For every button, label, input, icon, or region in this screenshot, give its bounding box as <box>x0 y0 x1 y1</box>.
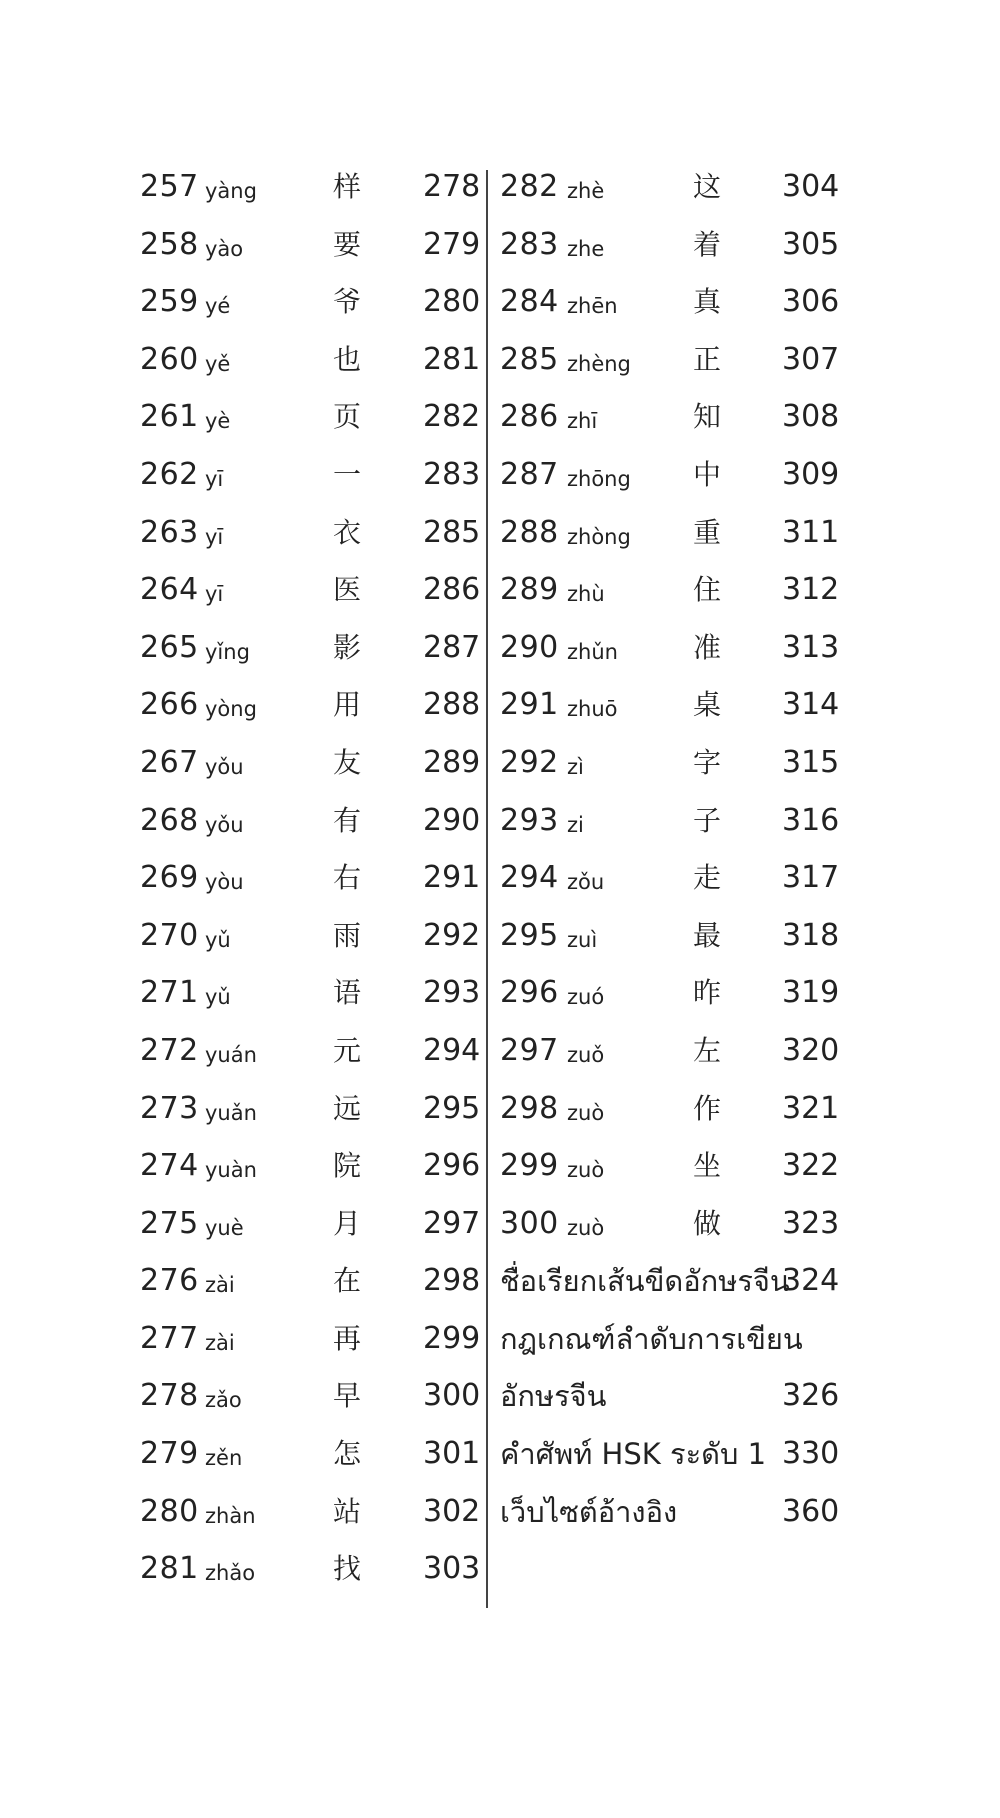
appendix-entry <box>500 1430 840 1488</box>
entry-hanzi: 这 <box>693 170 722 203</box>
entry-hanzi: 最 <box>693 918 722 952</box>
entry-page: 289 <box>423 744 481 780</box>
entry-hanzi: 雨 <box>333 918 362 952</box>
entry-number: 292 <box>500 744 559 780</box>
entry-pinyin: zuò <box>567 1215 605 1240</box>
entry-number: 295 <box>500 917 559 953</box>
entry-page: 295 <box>423 1090 481 1126</box>
entry-page: 318 <box>782 917 840 953</box>
entry-number: 273 <box>140 1090 199 1126</box>
index-entry <box>140 681 481 739</box>
entry-page: 314 <box>782 687 840 723</box>
entry-pinyin: yuán <box>205 1042 257 1067</box>
entry-page: 312 <box>782 572 840 608</box>
entry-page: 300 <box>423 1378 481 1414</box>
index-entry <box>500 278 840 336</box>
entry-number: 269 <box>140 860 199 896</box>
entry-hanzi: 月 <box>333 1206 362 1240</box>
entry-number: 276 <box>140 1263 199 1299</box>
entry-page: 319 <box>782 975 840 1011</box>
entry-page: 301 <box>423 1436 481 1472</box>
entry-pinyin: yào <box>205 236 244 261</box>
entry-page: 288 <box>423 687 481 723</box>
entry-page: 320 <box>782 1032 840 1068</box>
index-entry <box>140 336 481 394</box>
entry-page: 291 <box>423 860 481 896</box>
entry-page: 302 <box>423 1493 481 1529</box>
entry-page: 287 <box>423 629 481 665</box>
entry-number: 271 <box>140 975 199 1011</box>
entry-page: 308 <box>782 399 840 435</box>
entry-page: 313 <box>782 629 840 665</box>
entry-hanzi: 子 <box>693 803 722 837</box>
entry-pinyin: zuì <box>567 927 598 952</box>
entry-pinyin: yòng <box>205 697 257 722</box>
entry-number: 285 <box>500 341 559 377</box>
entry-pinyin: zǒu <box>567 870 605 895</box>
entry-pinyin: zài <box>205 1330 235 1355</box>
entry-pinyin: zuò <box>567 1100 605 1125</box>
entry-hanzi: 真 <box>693 285 722 319</box>
entry-pinyin: yǐng <box>205 639 250 664</box>
index-entry <box>140 1430 481 1488</box>
entry-page: 304 <box>782 169 840 204</box>
index-entry <box>500 451 840 509</box>
index-entry <box>500 1200 840 1258</box>
index-entry <box>140 221 481 279</box>
index-entry <box>500 854 840 912</box>
entry-hanzi: 坐 <box>693 1149 722 1183</box>
entry-number: 258 <box>140 226 199 262</box>
entry-hanzi: 院 <box>333 1149 362 1183</box>
entry-hanzi: 友 <box>333 745 362 779</box>
entry-hanzi: 重 <box>693 515 722 549</box>
entry-page: 298 <box>423 1263 481 1299</box>
right-column <box>500 163 840 1545</box>
entry-page: 321 <box>782 1090 840 1126</box>
appendix-entry <box>500 1372 840 1430</box>
index-entry <box>140 1545 481 1603</box>
index-entry <box>500 797 840 855</box>
index-entry <box>500 336 840 394</box>
entry-hanzi: 医 <box>333 573 362 607</box>
entry-number: 272 <box>140 1032 199 1068</box>
entry-number: 282 <box>500 169 559 204</box>
appendix-title: กฎเกณฑ์ลำดับการเขียน <box>500 1321 803 1356</box>
entry-number: 299 <box>500 1148 559 1184</box>
entry-number: 300 <box>500 1205 559 1241</box>
appendix-title: ชื่อเรียกเส้นขีดอักษรจีน <box>500 1264 790 1299</box>
index-entry <box>500 969 840 1027</box>
left-column <box>140 163 481 1603</box>
index-entry <box>500 681 840 739</box>
entry-number: 283 <box>500 226 559 262</box>
index-entry <box>140 566 481 624</box>
entry-hanzi: 住 <box>693 573 722 607</box>
entry-number: 290 <box>500 629 559 665</box>
entry-number: 267 <box>140 744 199 780</box>
entry-pinyin: zuǒ <box>567 1042 605 1067</box>
entry-pinyin: zhī <box>567 409 598 434</box>
entry-pinyin: zhēn <box>567 294 618 319</box>
entry-hanzi: 爷 <box>333 285 362 319</box>
entry-hanzi: 昨 <box>693 976 722 1010</box>
appendix-title: เว็บไซต์อ้างอิง <box>500 1494 678 1529</box>
index-entry <box>500 566 840 624</box>
entry-pinyin: zì <box>567 754 584 779</box>
index-entry <box>500 509 840 567</box>
entry-pinyin: zhèng <box>567 351 631 376</box>
entry-pinyin: yè <box>205 409 231 434</box>
entry-hanzi: 做 <box>693 1206 722 1240</box>
entry-number: 265 <box>140 629 199 665</box>
index-entry <box>140 1257 481 1315</box>
entry-hanzi: 找 <box>333 1552 362 1586</box>
appendix-page: 324 <box>782 1263 840 1299</box>
entry-number: 297 <box>500 1032 559 1068</box>
appendix-title: อักษรจีน <box>500 1379 607 1414</box>
entry-page: 292 <box>423 917 481 953</box>
entry-pinyin: zhàn <box>205 1503 256 1528</box>
entry-number: 275 <box>140 1205 199 1241</box>
entry-pinyin: yàng <box>205 179 257 203</box>
entry-page: 283 <box>423 456 481 492</box>
entry-page: 285 <box>423 514 481 550</box>
entry-hanzi: 一 <box>333 457 362 491</box>
index-entry <box>500 221 840 279</box>
entry-number: 287 <box>500 456 559 492</box>
entry-number: 262 <box>140 456 199 492</box>
appendix-entry <box>500 1315 840 1373</box>
index-entry <box>500 912 840 970</box>
entry-number: 257 <box>140 169 199 204</box>
entry-number: 294 <box>500 860 559 896</box>
entry-pinyin: zhǎo <box>205 1561 256 1586</box>
entry-page: 294 <box>423 1032 481 1068</box>
entry-pinyin: yī <box>205 466 224 491</box>
entry-page: 299 <box>423 1320 481 1356</box>
entry-pinyin: yī <box>205 524 224 549</box>
entry-hanzi: 在 <box>333 1264 362 1298</box>
entry-hanzi: 也 <box>333 342 362 376</box>
entry-page: 281 <box>423 341 481 377</box>
index-entry <box>500 1027 840 1085</box>
entry-page: 296 <box>423 1148 481 1184</box>
entry-number: 298 <box>500 1090 559 1126</box>
index-entry <box>140 854 481 912</box>
index-entry <box>140 278 481 336</box>
appendix-entry <box>500 1257 840 1315</box>
entry-hanzi: 早 <box>333 1379 362 1413</box>
entry-hanzi: 准 <box>693 630 722 664</box>
index-entry <box>140 624 481 682</box>
entry-pinyin: yǒu <box>205 754 244 779</box>
entry-pinyin: zài <box>205 1273 235 1298</box>
entry-hanzi: 作 <box>693 1091 722 1125</box>
entry-number: 280 <box>140 1493 199 1529</box>
entry-pinyin: zhè <box>567 179 605 203</box>
appendix-title: คำศัพท์ HSK ระดับ 1 <box>500 1437 767 1472</box>
entry-number: 263 <box>140 514 199 550</box>
entry-pinyin: yǔ <box>205 927 231 952</box>
entry-page: 309 <box>782 456 840 492</box>
entry-page: 279 <box>423 226 481 262</box>
entry-page: 282 <box>423 399 481 435</box>
entry-number: 266 <box>140 687 199 723</box>
entry-hanzi: 走 <box>693 861 722 895</box>
entry-pinyin: yī <box>205 582 224 607</box>
entry-hanzi: 字 <box>693 745 722 779</box>
index-entry <box>500 624 840 682</box>
entry-hanzi: 左 <box>693 1033 722 1067</box>
entry-page: 322 <box>782 1148 840 1184</box>
entry-page: 305 <box>782 226 840 262</box>
entry-number: 286 <box>500 399 559 435</box>
index-entry <box>140 393 481 451</box>
entry-hanzi: 页 <box>333 400 362 434</box>
entry-page: 317 <box>782 860 840 896</box>
index-entry <box>140 509 481 567</box>
column-divider <box>486 170 488 1608</box>
entry-page: 303 <box>423 1551 481 1587</box>
entry-pinyin: yuàn <box>205 1158 257 1183</box>
index-entry <box>140 739 481 797</box>
entry-hanzi: 用 <box>333 688 362 722</box>
entry-page: 286 <box>423 572 481 608</box>
entry-number: 291 <box>500 687 559 723</box>
entry-number: 260 <box>140 341 199 377</box>
entry-hanzi: 桌 <box>693 688 722 722</box>
index-entry <box>140 1315 481 1373</box>
entry-hanzi: 要 <box>333 227 362 261</box>
entry-number: 293 <box>500 802 559 838</box>
entry-number: 261 <box>140 399 199 435</box>
entry-hanzi: 有 <box>333 803 362 837</box>
entry-hanzi: 影 <box>333 630 362 664</box>
appendix-page: 330 <box>782 1436 840 1472</box>
entry-pinyin: zǎo <box>205 1388 242 1413</box>
appendix-page: 360 <box>782 1493 840 1529</box>
index-entry <box>500 393 840 451</box>
entry-hanzi: 怎 <box>333 1437 362 1471</box>
entry-hanzi: 正 <box>693 342 722 376</box>
entry-pinyin: yǔ <box>205 985 231 1010</box>
entry-pinyin: yuǎn <box>205 1100 257 1125</box>
index-entry <box>140 163 481 221</box>
entry-pinyin: zhe <box>567 236 605 261</box>
entry-page: 316 <box>782 802 840 838</box>
index-entry <box>140 969 481 1027</box>
entry-number: 259 <box>140 284 199 320</box>
entry-hanzi: 衣 <box>333 515 362 549</box>
entry-number: 296 <box>500 975 559 1011</box>
entry-number: 277 <box>140 1320 199 1356</box>
entry-pinyin: zuò <box>567 1158 605 1183</box>
entry-number: 278 <box>140 1378 199 1414</box>
index-entry <box>140 451 481 509</box>
entry-hanzi: 再 <box>333 1321 362 1355</box>
entry-number: 268 <box>140 802 199 838</box>
entry-page: 307 <box>782 341 840 377</box>
entry-number: 274 <box>140 1148 199 1184</box>
index-entry <box>140 912 481 970</box>
entry-page: 280 <box>423 284 481 320</box>
entry-hanzi: 右 <box>333 861 362 895</box>
entry-page: 290 <box>423 802 481 838</box>
entry-pinyin: yě <box>205 351 231 376</box>
entry-pinyin: zhuō <box>567 697 618 722</box>
index-entry <box>140 1027 481 1085</box>
entry-number: 264 <box>140 572 199 608</box>
appendix-page: 326 <box>782 1378 840 1414</box>
entry-hanzi: 站 <box>333 1494 362 1528</box>
entry-hanzi: 元 <box>333 1033 362 1067</box>
entry-number: 279 <box>140 1436 199 1472</box>
entry-pinyin: zi <box>567 812 584 837</box>
entry-page: 306 <box>782 284 840 320</box>
index-entry <box>500 739 840 797</box>
index-entry <box>140 1372 481 1430</box>
index-entry <box>140 1200 481 1258</box>
entry-pinyin: zhòng <box>567 524 631 549</box>
appendix-entry <box>500 1488 840 1546</box>
index-entry <box>500 1085 840 1143</box>
entry-number: 289 <box>500 572 559 608</box>
entry-pinyin: zuó <box>567 985 605 1010</box>
entry-hanzi: 知 <box>693 400 722 434</box>
entry-pinyin: zhōng <box>567 466 631 491</box>
entry-pinyin: yǒu <box>205 812 244 837</box>
entry-number: 270 <box>140 917 199 953</box>
entry-page: 323 <box>782 1205 840 1241</box>
entry-number: 284 <box>500 284 559 320</box>
entry-hanzi: 着 <box>693 227 722 261</box>
entry-hanzi: 远 <box>333 1091 362 1125</box>
index-entry <box>140 1085 481 1143</box>
entry-number: 288 <box>500 514 559 550</box>
entry-pinyin: yòu <box>205 870 244 895</box>
entry-page: 293 <box>423 975 481 1011</box>
entry-pinyin: zhǔn <box>567 639 618 664</box>
entry-pinyin: zěn <box>205 1446 243 1471</box>
index-entry <box>140 1142 481 1200</box>
index-entry <box>500 163 840 221</box>
entry-hanzi: 语 <box>333 976 362 1010</box>
entry-pinyin: zhù <box>567 582 605 607</box>
entry-page: 311 <box>782 514 840 550</box>
entry-page: 297 <box>423 1205 481 1241</box>
entry-page: 278 <box>423 169 481 204</box>
index-entry <box>140 797 481 855</box>
entry-pinyin: yuè <box>205 1215 244 1240</box>
entry-number: 281 <box>140 1551 199 1587</box>
entry-page: 315 <box>782 744 840 780</box>
entry-hanzi: 样 <box>333 170 362 203</box>
index-entry <box>500 1142 840 1200</box>
entry-hanzi: 中 <box>693 457 722 491</box>
entry-pinyin: yé <box>205 294 231 319</box>
index-entry <box>140 1488 481 1546</box>
